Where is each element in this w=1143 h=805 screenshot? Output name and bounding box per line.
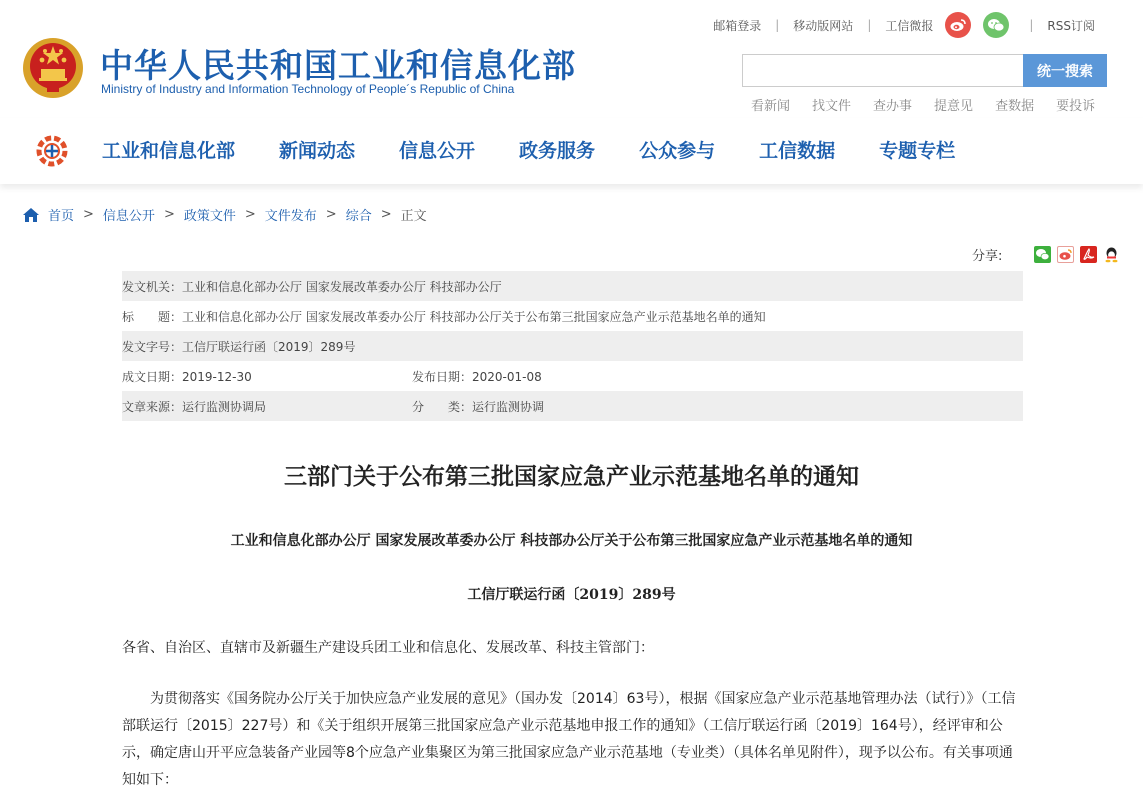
breadcrumb-separator: > — [163, 207, 175, 222]
meta-title: 工业和信息化部办公厅 国家发展改革委办公厅 科技部办公厅关于公布第三批国家应急产业示范基地名单的通知 — [182, 309, 766, 324]
nav-item-participation[interactable]: 公众参与 — [639, 140, 716, 162]
mobile-site-link[interactable]: 移动版网站 — [793, 18, 854, 33]
document-meta-table — [122, 271, 1023, 421]
main-nav — [0, 118, 1143, 184]
quick-link-news[interactable]: 看新闻 — [751, 99, 791, 114]
unified-search-button[interactable]: 统一搜索 — [1023, 54, 1107, 87]
search-input[interactable] — [742, 54, 1024, 87]
meta-row — [122, 271, 1023, 301]
quick-link-services[interactable]: 查办事 — [873, 99, 913, 114]
mail-login-link[interactable]: 邮箱登录 — [713, 18, 762, 33]
nav-item-ministry[interactable]: 工业和信息化部 — [102, 140, 236, 162]
share-wechat-icon[interactable] — [1034, 246, 1051, 263]
meta-category: 分 类：运行监测协调 — [412, 399, 545, 414]
article-subtitle: 工业和信息化部办公厅 国家发展改革委办公厅 科技部办公厅关于公布第三批国家应急产业示范基地名单的通知 — [230, 533, 913, 549]
divider: | — [867, 18, 872, 32]
quick-link-files[interactable]: 找文件 — [812, 99, 852, 114]
breadcrumb-home[interactable]: 首页 — [48, 209, 75, 224]
share-qq-icon[interactable] — [1103, 246, 1120, 263]
weibo-icon[interactable] — [945, 12, 971, 38]
nav-item-data[interactable]: 工信数据 — [759, 140, 836, 162]
meta-doc-number: 发文字号：工信厅联运行函〔2019〕289号 — [122, 339, 356, 354]
rss-link[interactable]: RSS订阅 — [1047, 18, 1095, 33]
gongxin-weibao-link[interactable]: 工信微报 — [885, 18, 934, 33]
quick-links — [751, 95, 1117, 114]
nav-items — [102, 136, 999, 163]
meta-created-date: 成文日期：2019-12-30 — [122, 369, 252, 384]
meta-title-label: 标 题： — [122, 309, 183, 324]
home-icon[interactable] — [22, 207, 40, 223]
breadcrumb-separator: > — [83, 207, 94, 222]
breadcrumb-separator: > — [380, 207, 392, 222]
breadcrumb-disclosure[interactable]: 信息公开 — [102, 209, 155, 224]
share-pdf-icon[interactable] — [1080, 246, 1097, 263]
miit-logo-icon[interactable] — [36, 135, 68, 167]
breadcrumb-general[interactable]: 综合 — [345, 209, 372, 224]
meta-row — [122, 331, 1023, 361]
site-header — [0, 0, 1143, 120]
site-subtitle: Ministry of Industry and Information Technology of People´s Republic of China — [101, 82, 515, 96]
quick-link-complaint[interactable]: 要投诉 — [1056, 99, 1096, 114]
article-doc-number: 工信厅联运行函〔2019〕289号 — [467, 587, 676, 603]
share-weibo-icon[interactable] — [1057, 246, 1074, 263]
meta-row — [122, 361, 1023, 391]
nav-item-topics[interactable]: 专题专栏 — [879, 140, 956, 162]
breadcrumb — [22, 205, 427, 224]
meta-source: 文章来源：运行监测协调局 — [122, 399, 267, 414]
share-label: 分享: — [972, 249, 1003, 264]
meta-row — [122, 391, 1023, 421]
breadcrumb-separator: > — [244, 207, 256, 222]
wechat-icon[interactable] — [983, 12, 1009, 38]
quick-link-feedback[interactable]: 提意见 — [934, 99, 974, 114]
divider: | — [775, 18, 780, 32]
divider: | — [1029, 18, 1034, 32]
quick-link-data[interactable]: 查数据 — [995, 99, 1035, 114]
meta-row — [122, 301, 1023, 331]
meta-published-date: 发布日期：2020-01-08 — [412, 369, 542, 384]
share-bar — [972, 245, 1126, 264]
breadcrumb-current: 正文 — [400, 209, 427, 224]
nav-item-news[interactable]: 新闻动态 — [279, 140, 356, 162]
breadcrumb-policy[interactable]: 政策文件 — [183, 209, 236, 224]
national-emblem-icon — [22, 36, 84, 100]
article-title: 三部门关于公布第三批国家应急产业示范基地名单的通知 — [284, 464, 859, 490]
site-title[interactable]: 中华人民共和国工业和信息化部 — [100, 46, 576, 85]
article-salutation: 各省、自治区、直辖市及新疆生产建设兵团工业和信息化、发展改革、科技主管部门： — [122, 640, 654, 656]
breadcrumb-release[interactable]: 文件发布 — [264, 209, 317, 224]
nav-item-services[interactable]: 政务服务 — [519, 140, 596, 162]
meta-issuer: 发文机关：工业和信息化部办公厅 国家发展改革委办公厅 科技部办公厅 — [122, 279, 502, 294]
top-links — [713, 14, 1095, 36]
article-paragraph: 为贯彻落实《国务院办公厅关于加快应急产业发展的意见》（国办发〔2014〕63号），根据《国家应急产业示范基地管理办法（试行）》（工信部联运行〔2015〕227号）和《关于组织开展第三批国家应急产业示范基地申报工作的通知》（工信厅联运行函〔2019〕164号），经评审和公示，确定唐山开平应急装备产业园等8个应急产业集聚区为第三批国家应急产业示范基地（专业类）（具体名单见附件），现予以公布。有关事项通知如下： — [122, 691, 1016, 788]
breadcrumb-separator: > — [325, 207, 337, 222]
nav-item-disclosure[interactable]: 信息公开 — [399, 140, 476, 162]
